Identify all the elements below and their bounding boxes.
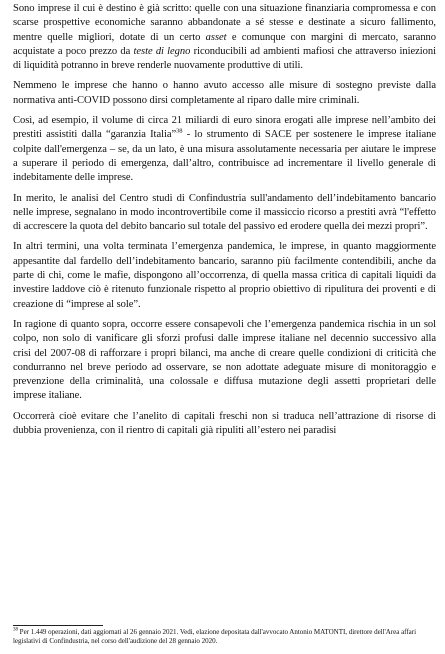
- paragraph: [13, 240, 436, 311]
- paragraph: [13, 318, 436, 404]
- paragraph: [13, 2, 436, 73]
- footnote-reference: 38: [176, 127, 183, 135]
- paragraph: [13, 192, 436, 235]
- paragraph-text: In merito, le analisi del Centro studi di Confindustria sull'andamento dell’indebitamento bancario nelle imprese, segnalano in modo incontrovertibile come il massiccio ricorso a prestiti avrà “l'effetto di accrescere la quota del debito bancario sul totale del passivo ed erodere quella dei mezzi propri”.: [13, 192, 436, 233]
- paragraph-text: In altri termini, una volta terminata l’emergenza pandemica, le imprese, in quanto maggiormente appesantite dal fardello dell’indebitamento bancario, saranno più facilmente contendibili, anche da parte di chi, come le mafie, dispongono all’occorrenza, di quella massa critica di capitali liquidi da investire laddove ciò è ritenuto funzionale rispetto al proprio obiettivo di ripulitura dei proventi e di creazione di “imprese al sole”.: [13, 241, 436, 310]
- footnote-text: Per 1.449 operazioni, dati aggiornati al 26 gennaio 2021. Vedi, elazione depositata dall'avvocato Antonio MATONTI, direttore dell'Area affari legislativi di Confindustria, nel corso dell'audizione del 28 gennaio 2020.: [13, 628, 417, 646]
- paragraph-text: e comunque con margini di mercato, saranno acquistate a poco prezzo da: [13, 31, 436, 57]
- paragraph: [13, 410, 436, 439]
- paragraph-text: Nemmeno le imprese che hanno o hanno avuto accesso alle misure di sostegno previste dalla normativa anti-COVID possono dirsi completamente al riparo dalle mire criminali.: [13, 80, 436, 106]
- paragraph-text: Sono imprese il cui è destino è già scritto: quelle con una situazione finanziaria compromessa e con scarse prospettive economiche saranno abbandonate a sé stesse e destinate a sicuro fallimento, mentre quelle migliori, dotate di un certo: [13, 3, 436, 43]
- paragraph-text: Così, ad esempio, il volume di circa 21 miliardi di euro sinora erogati alle imprese nell’ambito dei prestiti assistiti dalla “garanzia Italia”: [13, 115, 436, 141]
- footnote-separator: [13, 625, 103, 626]
- paragraph: [13, 114, 436, 185]
- italic-term: teste di legno: [133, 45, 191, 57]
- paragraph-text: Occorrerà cioè evitare che l’anelito di capitali freschi non si traduca nell’attrazione di risorse di dubbia provenienza, con il rientro di capitali già ripuliti all’estero nei paradisi: [13, 410, 436, 437]
- footnote-number: 38: [13, 627, 18, 633]
- paragraph-text: In ragione di quanto sopra, occorre essere consapevoli che l’emergenza pandemica rischia in un sol colpo, non solo di vanificare gli sforzi profusi dalle imprese italiane nel decennio successivo alla crisi del 2007-08 di rafforzare i propri bilanci, ma anche di creare quelle condizioni di criticità che condurranno nel breve periodo ad osservare, se non adottate adeguate misure di monitoraggio e prevenzione della criminalità, una colossale e diffusa mutazione degli assetti proprietari delle imprese italiane.: [13, 318, 436, 402]
- paragraph-text: - lo strumento di SACE per sostenere le imprese italiane colpite dall'emergenza – se, da un lato, è una misura assolutamente necessaria per aiutare le imprese a superare il periodo di emergenza, dall’altro, contribuisce ad incrementare il livello generale di indebitamente delle imprese.: [13, 129, 436, 184]
- italic-term: asset: [205, 31, 227, 43]
- paragraph: [13, 79, 436, 108]
- body-text: [13, 2, 436, 438]
- paragraph-text: riconducibili ad ambienti mafiosi che attraverso iniezioni di liquidità potranno in breve renderle nuovamente produttive di utili.: [13, 45, 436, 72]
- footnote: [13, 628, 436, 646]
